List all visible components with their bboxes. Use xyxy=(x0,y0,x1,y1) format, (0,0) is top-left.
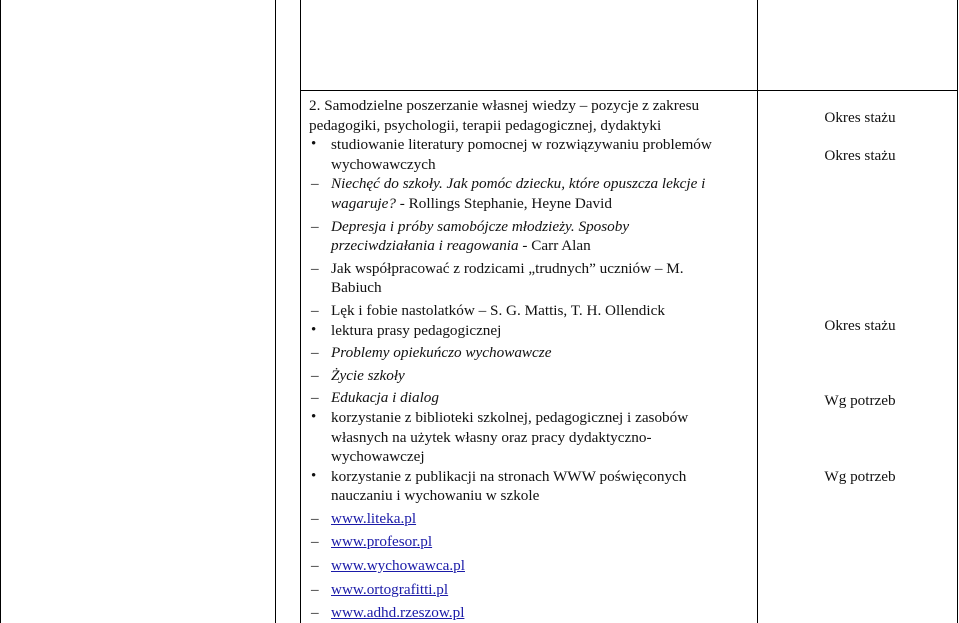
magazine-item: – Edukacja i dialog xyxy=(309,388,754,408)
book-item-cont xyxy=(309,194,754,214)
book-item: – Lęk i fobie nastolatków – S. G. Mattis, T. H. Ollendick xyxy=(309,301,754,321)
link-item xyxy=(309,556,754,576)
link-item xyxy=(309,603,754,623)
term-cell: Wg potrzeb xyxy=(824,392,896,409)
table-border-left xyxy=(0,0,1,623)
list-item: • lektura prasy pedagogicznej xyxy=(309,321,754,341)
list-item-cont: wychowawczej xyxy=(331,448,425,466)
list-item-cont: własnych na użytek własny oraz pracy dydaktyczno- xyxy=(331,428,652,446)
list-item: • studiowanie literatury pomocnej w rozwiązywaniu problemów xyxy=(309,135,754,155)
link-adhd[interactable]: www.adhd.rzeszow.pl xyxy=(331,604,465,622)
magazine-item: – Problemy opiekuńczo wychowawcze xyxy=(309,343,754,363)
link-wychowawca[interactable]: www.wychowawca.pl xyxy=(331,557,465,575)
heading-line: 2. Samodzielne poszerzanie własnej wiedzy – pozycje z zakresu xyxy=(309,97,700,114)
link-profesor[interactable]: www.profesor.pl xyxy=(331,533,433,551)
book-title-part: wagaruje? xyxy=(331,194,396,212)
link-liteka[interactable]: www.liteka.pl xyxy=(331,509,417,527)
list-item-cont: wychowawczych xyxy=(331,155,436,173)
book-item: – Jak współpracować z rodzicami „trudnych” uczniów – M. xyxy=(309,259,754,279)
book-item: – Depresja i próby samobójcze młodzieży. Sposoby xyxy=(309,217,754,237)
magazine-item: – Życie szkoły xyxy=(309,366,754,386)
table-border-right xyxy=(957,0,958,623)
table-divider-2 xyxy=(300,0,301,623)
list-item: • korzystanie z publikacji na stronach WWW poświęconych xyxy=(309,467,754,487)
book-title-part: przeciwdziałania i reagowania xyxy=(331,237,519,255)
term-cell: Okres stażu xyxy=(824,109,896,126)
term-cell: Wg potrzeb xyxy=(824,468,896,485)
table-row-divider xyxy=(300,90,958,91)
book-item-cont xyxy=(309,236,754,256)
table-divider-3 xyxy=(757,0,758,623)
heading-line: pedagogiki, psychologii, terapii pedagogicznej, dydaktyki xyxy=(309,116,662,134)
link-ortografitti[interactable]: www.ortografitti.pl xyxy=(331,580,449,598)
link-item xyxy=(309,509,754,529)
table-divider-1 xyxy=(275,0,276,623)
book-item: – Niechęć do szkoły. Jak pomóc dziecku, które opuszcza lekcje i xyxy=(309,174,754,194)
book-author: - Carr Alan xyxy=(518,237,591,255)
list-item-cont: nauczaniu i wychowaniu w szkole xyxy=(331,487,540,505)
link-item xyxy=(309,532,754,552)
term-cell: Okres stażu xyxy=(824,317,896,334)
tasks-column xyxy=(309,96,754,623)
book-author: - Rollings Stephanie, Heyne David xyxy=(395,194,612,212)
term-cell: Okres stażu xyxy=(824,147,896,164)
link-item xyxy=(309,580,754,600)
book-item-cont: Babiuch xyxy=(331,279,382,297)
list-item: • korzystanie z biblioteki szkolnej, pedagogicznej i zasobów xyxy=(309,408,754,428)
